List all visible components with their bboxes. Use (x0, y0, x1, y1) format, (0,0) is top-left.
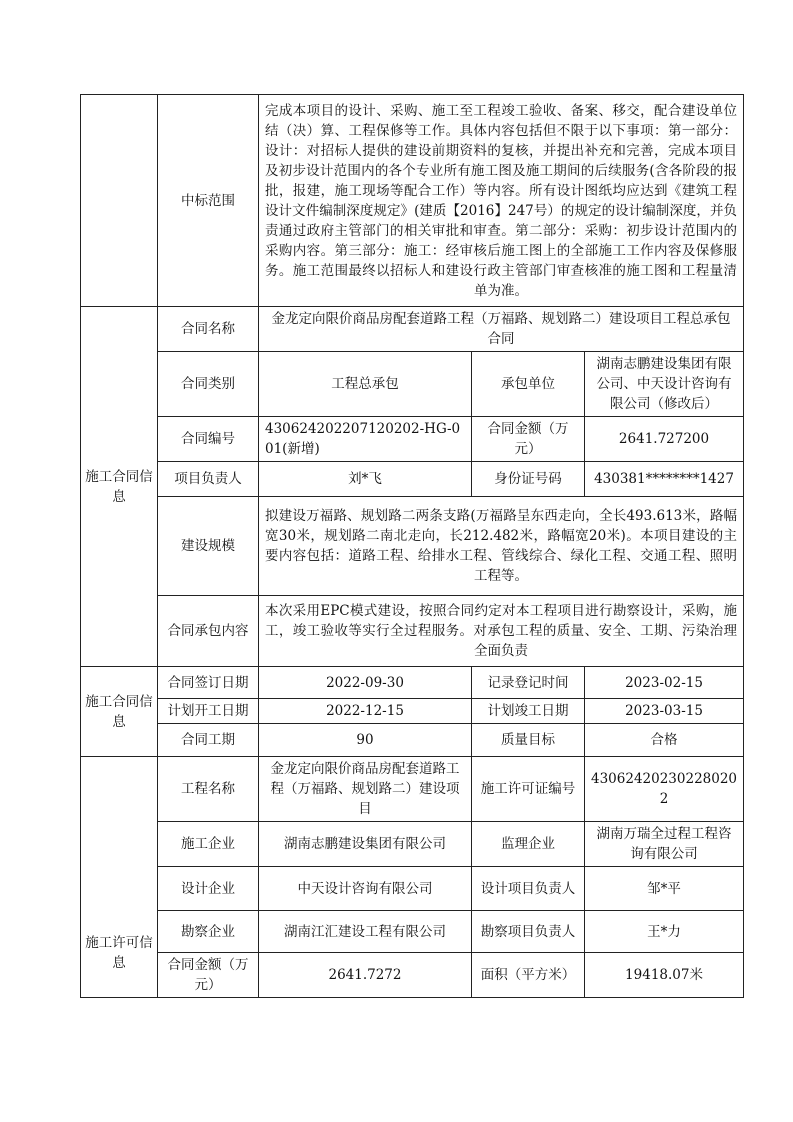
contract-category-lower (81, 667, 158, 757)
quality-goal-value: 合格 (585, 724, 744, 757)
contract-period-value: 90 (259, 724, 472, 757)
plan-start-value: 2022-12-15 (259, 699, 472, 724)
contract-type-label: 合同类别 (158, 352, 259, 417)
build-scale-value: 拟建设万福路、规划路二两条支路(万福路呈东西走向，全长493.613米，路幅宽30米，规划路二南北走向，长212.482米，路幅宽20米)。本项目建设的主要内容包括：道路工程、给排水工程、管线综合、绿化工程、交通工程、照明工程等。 (259, 497, 744, 596)
quality-goal-label: 质量目标 (472, 724, 585, 757)
contract-category-upper-label: 施工合同信息 (85, 468, 153, 505)
project-manager-value: 刘*飞 (259, 462, 472, 497)
permit-category-label: 施工许可信息 (85, 935, 153, 971)
project-manager-label: 项目负责人 (158, 462, 259, 497)
contract-content-label: 合同承包内容 (158, 596, 259, 667)
contract-type-value: 工程总承包 (259, 352, 472, 417)
contract-category-lower-label: 施工合同信息 (85, 693, 153, 730)
builder-label: 施工企业 (158, 822, 259, 867)
contract-content-value: 本次采用EPC模式建设，按照合同约定对本工程项目进行勘察设计，采购，施工，竣工验收等实行全过程服务。对承包工程的质量、安全、工期、污染治理全面负责 (259, 596, 744, 667)
survey-manager-label: 勘察项目负责人 (472, 911, 585, 953)
permit-project-value: 金龙定向限价商品房配套道路工程（万福路、规划路二）建设项目 (259, 757, 472, 822)
record-date-value: 2023-02-15 (585, 667, 744, 699)
builder-value: 湖南志鹏建设集团有限公司 (259, 822, 472, 867)
design-manager-value: 邹*平 (585, 867, 744, 911)
supervisor-value: 湖南万瑞全过程工程咨询有限公司 (585, 822, 744, 867)
contractor-label: 承包单位 (472, 352, 585, 417)
design-company-label: 设计企业 (158, 867, 259, 911)
contract-amount-value: 2641.727200 (585, 417, 744, 462)
sign-date-value: 2022-09-30 (259, 667, 472, 699)
plan-finish-value: 2023-03-15 (585, 699, 744, 724)
record-date-label: 记录登记时间 (472, 667, 585, 699)
permit-amount-label: 合同金额（万元） (158, 953, 259, 998)
survey-manager-value: 王*力 (585, 911, 744, 953)
permit-project-label: 工程名称 (158, 757, 259, 822)
contract-number-label: 合同编号 (158, 417, 259, 462)
build-scale-label: 建设规模 (158, 497, 259, 596)
id-number-value: 430381********1427 (585, 462, 744, 497)
contract-number-value: 430624202207120202-HG-001(新增) (259, 417, 472, 462)
plan-start-label: 计划开工日期 (158, 699, 259, 724)
permit-category (81, 757, 158, 998)
contract-amount-label: 合同金额（万元） (472, 417, 585, 462)
area-label: 面积（平方米） (472, 953, 585, 998)
contract-name-label: 合同名称 (158, 307, 259, 352)
supervisor-label: 监理企业 (472, 822, 585, 867)
design-company-value: 中天设计咨询有限公司 (259, 867, 472, 911)
survey-company-label: 勘察企业 (158, 911, 259, 953)
sign-date-label: 合同签订日期 (158, 667, 259, 699)
contract-period-label: 合同工期 (158, 724, 259, 757)
permit-number-value: 430624202302280202 (585, 757, 744, 822)
id-number-label: 身份证号码 (472, 462, 585, 497)
contract-name-value: 金龙定向限价商品房配套道路工程（万福路、规划路二）建设项目工程总承包合同 (259, 307, 744, 352)
permit-amount-value: 2641.7272 (259, 953, 472, 998)
area-value: 19418.07米 (585, 953, 744, 998)
scope-text: 完成本项目的设计、采购、施工至工程竣工验收、备案、移交，配合建设单位结（决）算、工程保修等工作。具体内容包括但不限于以下事项：第一部分：设计：对招标人提供的建设前期资料的复核，并提出补充和完善，完成本项目及初步设计范围内的各个专业所有施工图及施工期间的后续服务(含各阶段的报批，报建，施工现场等配合工作）等内容。所有设计图纸均应达到《建筑工程设计文件编制深度规定》(建质【2016】247号）的规定的设计编制深度，并负责通过政府主管部门的相关审批和审查。第二部分：采购：初步设计范围内的采购内容。第三部分：施工：经审核后施工图上的全部施工工作内容及保修服务。施工范围最终以招标人和建设行政主管部门审查核准的施工图和工程量清单为准。 (259, 95, 744, 307)
contractor-value: 湖南志鹏建设集团有限公司、中天设计咨询有限公司（修改后） (585, 352, 744, 417)
permit-number-label: 施工许可证编号 (472, 757, 585, 822)
scope-blank-cell (81, 95, 158, 307)
info-table (80, 94, 744, 998)
design-manager-label: 设计项目负责人 (472, 867, 585, 911)
contract-category-upper (81, 307, 158, 667)
plan-finish-label: 计划竣工日期 (472, 699, 585, 724)
scope-label: 中标范围 (158, 95, 259, 307)
survey-company-value: 湖南江汇建设工程有限公司 (259, 911, 472, 953)
